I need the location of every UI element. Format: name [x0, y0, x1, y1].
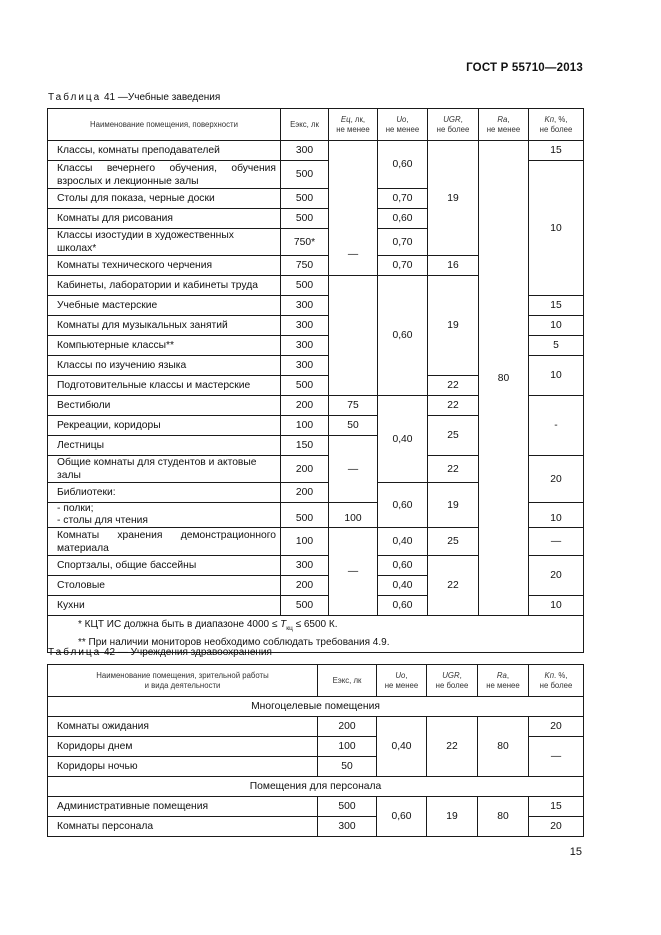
- row-e-exp: 300: [281, 296, 329, 316]
- row-e-exp: 300: [281, 356, 329, 376]
- row-name: Кухни: [48, 596, 281, 616]
- kp-cell: -: [529, 396, 584, 456]
- ugr-cell: 25: [428, 416, 479, 456]
- ugr-cell: 22: [428, 556, 479, 616]
- kp-cell: 20: [529, 817, 584, 837]
- row-name: Классы по изучению языка: [48, 356, 281, 376]
- kp-cell: 10: [529, 596, 584, 616]
- ugr-cell: 19: [427, 797, 478, 837]
- ec-cell: 50: [329, 416, 378, 436]
- ec-cell: —: [329, 528, 378, 616]
- table42: [47, 664, 584, 837]
- row-e-exp: 300: [281, 141, 329, 161]
- uo-cell: 0,60: [378, 141, 428, 189]
- table-row: [48, 141, 584, 161]
- row-e-exp: 500: [281, 276, 329, 296]
- uo-cell: 0,60: [377, 797, 427, 837]
- row-e-exp: 300: [318, 817, 377, 837]
- uo-cell: 0,60: [378, 596, 428, 616]
- kp-cell: 10: [529, 161, 584, 296]
- header-ra: Ra, не менее: [479, 109, 529, 141]
- kp-cell: 20: [529, 717, 584, 737]
- row-name: Комнаты для рисования: [48, 209, 281, 229]
- ugr-cell: 22: [428, 376, 479, 396]
- ra-cell: 80: [479, 141, 529, 616]
- row-name: Комнаты персонала: [48, 817, 318, 837]
- table42-header-row: [48, 665, 584, 697]
- row-name: Подготовительные классы и мастерские: [48, 376, 281, 396]
- kp-cell: 10: [529, 503, 584, 528]
- ugr-cell: 22: [427, 717, 478, 777]
- uo-cell: 0,60: [378, 276, 428, 396]
- standard-number: ГОСТ Р 55710—2013: [466, 62, 583, 74]
- row-e-exp: 200: [281, 483, 329, 503]
- footnote-1: * КЦТ ИС должна быть в диапазоне $4000 \le T_{кц} \le 6500$ К.: [78, 619, 338, 632]
- table-row: [48, 717, 584, 737]
- row-name: Классы, комнаты преподавателей: [48, 141, 281, 161]
- header-uo: Uо, не менее: [377, 665, 427, 697]
- uo-cell: 0,40: [378, 528, 428, 556]
- row-e-exp: 750*: [281, 229, 329, 256]
- header-e-exp: Eэкс, лк: [318, 665, 377, 697]
- row-name: Вестибюли: [48, 396, 281, 416]
- footnote-2: ** При наличии мониторов необходимо соблюдать требования 4.9.: [78, 637, 390, 648]
- kp-cell: 20: [529, 456, 584, 503]
- ra-cell: 80: [478, 717, 529, 777]
- row-e-exp: 500: [281, 209, 329, 229]
- row-e-exp: 200: [281, 576, 329, 596]
- ec-cell: —: [329, 141, 378, 276]
- kp-cell: 5: [529, 336, 584, 356]
- row-name: Столовые: [48, 576, 281, 596]
- row-name: Столы для показа, черные доски: [48, 189, 281, 209]
- row-e-exp: 200: [281, 396, 329, 416]
- row-name: Комнаты ожидания: [48, 717, 318, 737]
- row-e-exp: 100: [281, 416, 329, 436]
- ec-cell: —: [329, 436, 378, 503]
- uo-cell: 0,60: [378, 209, 428, 229]
- ec-cell: [329, 276, 378, 396]
- ugr-cell: 22: [428, 396, 479, 416]
- row-e-exp: 300: [281, 316, 329, 336]
- ra-cell: 80: [478, 797, 529, 837]
- table42-caption-title: 42 — Учреждения здравоохранения: [104, 647, 272, 658]
- row-e-exp: 500: [281, 376, 329, 396]
- ugr-cell: 25: [428, 528, 479, 556]
- header-ugr: UGR, не более: [427, 665, 478, 697]
- row-name: Комнаты для музыкальных занятий: [48, 316, 281, 336]
- row-e-exp: 100: [281, 528, 329, 556]
- row-name: Классы вечернего обучения, обучения взрослых и лекционные залы: [48, 161, 281, 189]
- table41-header-row: [48, 109, 584, 141]
- uo-cell: 0,40: [378, 396, 428, 483]
- table-row: [48, 797, 584, 817]
- header-uo: Uо, не менее: [378, 109, 428, 141]
- row-name: Кабинеты, лаборатории и кабинеты труда: [48, 276, 281, 296]
- header-ra: Ra, не менее: [478, 665, 529, 697]
- uo-cell: 0,40: [377, 717, 427, 777]
- table41-caption: [48, 92, 220, 103]
- row-name: Учебные мастерские: [48, 296, 281, 316]
- row-e-exp: 100: [318, 737, 377, 757]
- row-e-exp: 500: [281, 189, 329, 209]
- header-kp: Kп. %, не более: [529, 665, 584, 697]
- row-name: Библиотеки:: [48, 483, 281, 503]
- kp-cell: 15: [529, 797, 584, 817]
- header-kp: Kп, %, не более: [529, 109, 584, 141]
- row-e-exp: 200: [318, 717, 377, 737]
- section-staff: Помещения для персонала: [48, 777, 584, 797]
- row-name: Коридоры днем: [48, 737, 318, 757]
- kp-cell: 20: [529, 556, 584, 596]
- ugr-cell: 22: [428, 456, 479, 483]
- uo-cell: 0,60: [378, 483, 428, 528]
- kp-cell: 10: [529, 356, 584, 396]
- page-number: 15: [569, 846, 582, 858]
- row-name: Спортзалы, общие бассейны: [48, 556, 281, 576]
- uo-cell: 0,70: [378, 229, 428, 256]
- kp-cell: —: [529, 528, 584, 556]
- row-name: Компьютерные классы**: [48, 336, 281, 356]
- uo-cell: 0,70: [378, 189, 428, 209]
- row-name: Общие комнаты для студентов и актовые залы: [48, 456, 281, 483]
- row-e-exp: 150: [281, 436, 329, 456]
- table42-caption: [48, 647, 272, 658]
- ec-cell: 75: [329, 396, 378, 416]
- row-name: - полки; - столы для чтения: [48, 503, 281, 528]
- table41: [47, 108, 584, 653]
- row-e-exp: 500: [281, 503, 329, 528]
- ugr-cell: 19: [428, 483, 479, 528]
- header-ec: Eц, лк, не менее: [329, 109, 378, 141]
- row-name: Классы изостудии в художественных школах*: [48, 229, 281, 256]
- row-name: Комнаты технического черчения: [48, 256, 281, 276]
- row-e-exp: 50: [318, 757, 377, 777]
- uo-cell: 0,70: [378, 256, 428, 276]
- row-name: Лестницы: [48, 436, 281, 456]
- uo-cell: 0,40: [378, 576, 428, 596]
- row-name: Коридоры ночью: [48, 757, 318, 777]
- uo-cell: 0,60: [378, 556, 428, 576]
- header-ugr: UGR, не более: [428, 109, 479, 141]
- row-e-exp: 300: [281, 336, 329, 356]
- header-room: Наименование помещения, зрительной работы и вида деятельности: [48, 665, 318, 697]
- row-name: Административные помещения: [48, 797, 318, 817]
- row-e-exp: 750: [281, 256, 329, 276]
- table42-caption-prefix: Таблица: [48, 647, 102, 658]
- kp-cell: 15: [529, 141, 584, 161]
- table41-caption-title: 41 —Учебные заведения: [104, 92, 221, 103]
- ugr-cell: 19: [428, 276, 479, 376]
- section-multipurpose: Многоцелевые помещения: [48, 697, 584, 717]
- row-e-exp: 300: [281, 556, 329, 576]
- header-e-exp: Eэкс, лк: [281, 109, 329, 141]
- kp-cell: 10: [529, 316, 584, 336]
- ec-cell: 100: [329, 503, 378, 528]
- row-e-exp: 500: [318, 797, 377, 817]
- row-e-exp: 500: [281, 596, 329, 616]
- row-name: Комнаты хранения демонстрационного материала: [48, 528, 281, 556]
- header-room: Наименование помещения, поверхности: [48, 109, 281, 141]
- kp-cell: —: [529, 737, 584, 777]
- row-name: Рекреации, коридоры: [48, 416, 281, 436]
- row-e-exp: 200: [281, 456, 329, 483]
- kp-cell: 15: [529, 296, 584, 316]
- table41-caption-prefix: Таблица: [48, 92, 102, 103]
- ugr-cell: 19: [428, 141, 479, 256]
- section-row: [48, 697, 584, 717]
- row-e-exp: 500: [281, 161, 329, 189]
- section-row: [48, 777, 584, 797]
- ugr-cell: 16: [428, 256, 479, 276]
